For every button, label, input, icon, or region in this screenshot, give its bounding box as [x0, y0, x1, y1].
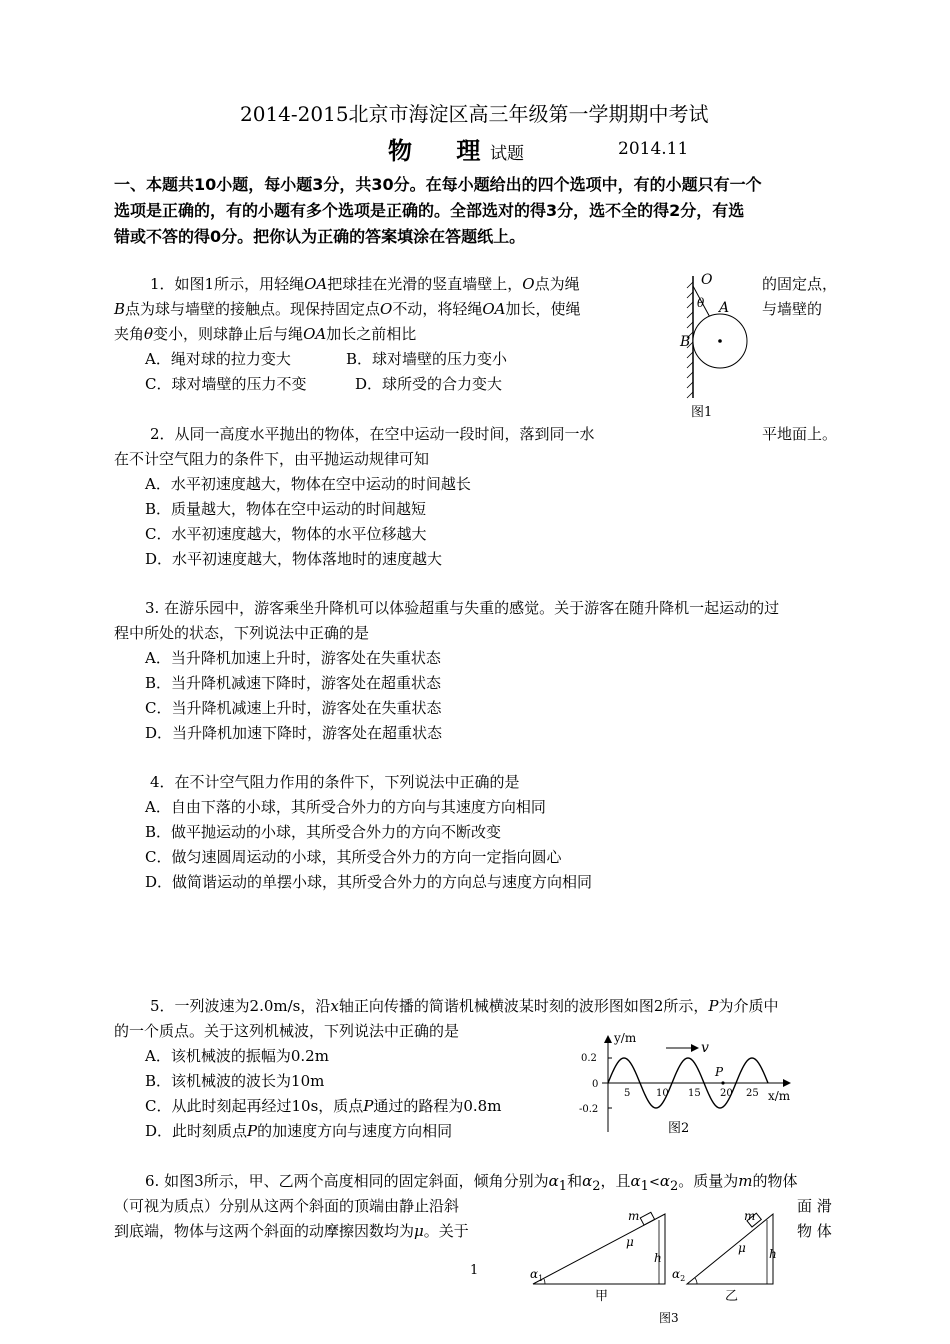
q3-option-c: C．当升降机减速上升时，游客处在失重状态	[145, 699, 442, 717]
y-tick-label-2: -0.2	[579, 1104, 599, 1115]
q6-line1: 6. 如图3所示，甲、乙两个高度相同的固定斜面，倾角分别为$\alpha_1$和$\alpha_2$，且$\alpha_1<\alpha_2$。质量为m的物体	[145, 1172, 798, 1194]
y-tick-label-0: 0.2	[581, 1053, 597, 1064]
q6-line2-right: 面 滑	[797, 1197, 832, 1215]
figure-3-inclines	[525, 1200, 795, 1330]
q4-option-a: A．自由下落的小球，其所受合外力的方向与其速度方向相同	[145, 798, 546, 816]
q5-option-c: C．从此时刻起再经过10s，质点P通过的路程为0.8m	[145, 1097, 502, 1115]
ball-center	[718, 339, 722, 343]
q1-line2: B点为球与墙壁的接触点。现保持固定点O不动，将轻绳OA加长，使绳	[114, 300, 581, 318]
q4-line1: 4．在不计空气阻力作用的条件下，下列说法中正确的是	[150, 773, 520, 791]
q3-option-a: A．当升降机加速上升时，游客处在失重状态	[145, 649, 441, 667]
fig3-caption: 图3	[659, 1311, 679, 1325]
q2-option-c: C．水平初速度越大，物体的水平位移越大	[145, 525, 427, 543]
fig3-alpha-right: $\alpha_2$	[672, 1267, 686, 1283]
section1-line3: 错或不答的得0分。把你认为正确的答案填涂在答题纸上。	[114, 227, 526, 246]
q2-option-a: A．水平初速度越大，物体在空中运动的时间越长	[145, 475, 471, 493]
q5-line1: 5．一列波速为2.0m/s，沿x轴正向传播的简谐机械横波某时刻的波形图如图2所示，P为介质中	[150, 997, 779, 1015]
x-tick-label-4: 25	[746, 1088, 759, 1099]
q3-option-b: B．当升降机减速下降时，游客处在超重状态	[145, 674, 442, 692]
fig1-label-a: A	[719, 300, 730, 316]
x-tick-label-2: 15	[688, 1088, 701, 1099]
block-left	[640, 1212, 654, 1225]
q3-line2: 程中所处的状态，下列说法中正确的是	[114, 624, 370, 642]
fig1-label-o: O	[701, 272, 713, 288]
fig3-label-jia: 甲	[595, 1289, 609, 1304]
q1-line1-right: 的固定点，	[762, 275, 838, 293]
fig1-label-theta: θ	[697, 296, 705, 310]
angle-arc-left	[544, 1279, 545, 1284]
section1-line1: 一、本题共10小题，每小题3分，共30分。在每小题给出的四个选项中，有的小题只有一个	[114, 175, 762, 194]
x-tick-label-1: 10	[656, 1088, 669, 1099]
q1-option-b: B．球对墙壁的压力变小	[346, 350, 508, 368]
fig1-caption: 图1	[691, 405, 713, 420]
point-p-label: P	[715, 1065, 724, 1079]
q1-option-d: D．球所受的合力变大	[355, 375, 503, 393]
y-axis-label: y/m	[614, 1031, 637, 1045]
fig2-caption: 图2	[668, 1121, 690, 1136]
q5-option-a: A．该机械波的振幅为0.2m	[145, 1047, 329, 1065]
q2-line2: 在不计空气阻力的条件下，由平抛运动规律可知	[114, 450, 430, 468]
x-tick-label-3: 20	[720, 1088, 733, 1099]
figure-2-wave-graph	[572, 1030, 797, 1142]
q2-line1-right: 平地面上。	[762, 425, 838, 443]
q6-line2: （可视为质点）分别从这两个斜面的顶端由静止沿斜	[114, 1197, 460, 1215]
fig3-label-yi: 乙	[725, 1289, 739, 1304]
q6-line3-right: 物 体	[797, 1222, 832, 1240]
section1-line2: 选项是正确的，有的小题有多个选项是正确的。全部选对的得3分，选不全的得2分，有选	[114, 201, 745, 220]
q5-option-d: D．此时刻质点P的加速度方向与速度方向相同	[145, 1122, 453, 1140]
figure-1	[668, 268, 763, 428]
fig3-h-right: h	[769, 1247, 777, 1261]
x-tick-label-0: 5	[624, 1088, 631, 1099]
q3-line1: 3. 在游乐园中，游客乘坐升降机可以体验超重与失重的感觉。关于游客在随升降机一起运动的过	[145, 599, 780, 617]
fig3-h-left: h	[654, 1251, 662, 1265]
exam-title: 2014-2015北京市海淀区高三年级第一学期期中考试	[240, 102, 709, 126]
q3-option-d: D．当升降机加速下降时，游客处在超重状态	[145, 724, 443, 742]
subject-suffix: 试题	[490, 144, 524, 164]
angle-arc-right	[695, 1278, 697, 1284]
q2-line1: 2．从同一高度水平抛出的物体，在空中运动一段时间，落到同一水	[150, 425, 595, 443]
q1-option-c: C．球对墙壁的压力不变	[145, 375, 307, 393]
subject-title: 物 理	[388, 136, 499, 165]
q2-option-b: B．质量越大，物体在空中运动的时间越短	[145, 500, 427, 518]
q5-option-b: B．该机械波的波长为10m	[145, 1072, 325, 1090]
q1-line2-right: 与墙壁的	[762, 300, 823, 318]
q4-option-c: C．做匀速圆周运动的小球，其所受合外力的方向一定指向圆心	[145, 848, 562, 866]
q1-line1: 1．如图1所示，用轻绳OA把球挂在光滑的竖直墙壁上，O点为绳	[150, 275, 580, 293]
fig3-m-right: m	[744, 1209, 756, 1223]
q4-option-b: B．做平抛运动的小球，其所受合外力的方向不断改变	[145, 823, 502, 841]
q2-option-d: D．水平初速度越大，物体落地时的速度越大	[145, 550, 443, 568]
point-p	[721, 1081, 724, 1084]
velocity-label: v	[701, 1040, 709, 1056]
y-tick-label-1: 0	[592, 1079, 599, 1090]
fig3-mu-left: μ	[626, 1235, 634, 1249]
q1-option-a: A．绳对球的拉力变大	[145, 350, 291, 368]
page-number: 1	[470, 1263, 479, 1278]
q6-line3: 到底端，物体与这两个斜面的动摩擦因数均为μ。关于	[114, 1222, 469, 1240]
x-axis-label: x/m	[768, 1089, 791, 1103]
q4-option-d: D．做简谐运动的单摆小球，其所受合外力的方向总与速度方向相同	[145, 873, 593, 891]
fig3-mu-right: μ	[738, 1241, 746, 1255]
fig3-m-left: m	[628, 1209, 640, 1223]
fig3-alpha-left: $\alpha_1$	[530, 1267, 544, 1283]
fig1-label-b: B	[680, 334, 691, 350]
q5-line2: 的一个质点。关于这列机械波，下列说法中正确的是	[114, 1022, 460, 1040]
exam-date: 2014.11	[618, 139, 689, 159]
incline-right	[687, 1214, 773, 1284]
q1-line3: 夹角θ变小，则球静止后与绳OA加长之前相比	[114, 325, 417, 343]
